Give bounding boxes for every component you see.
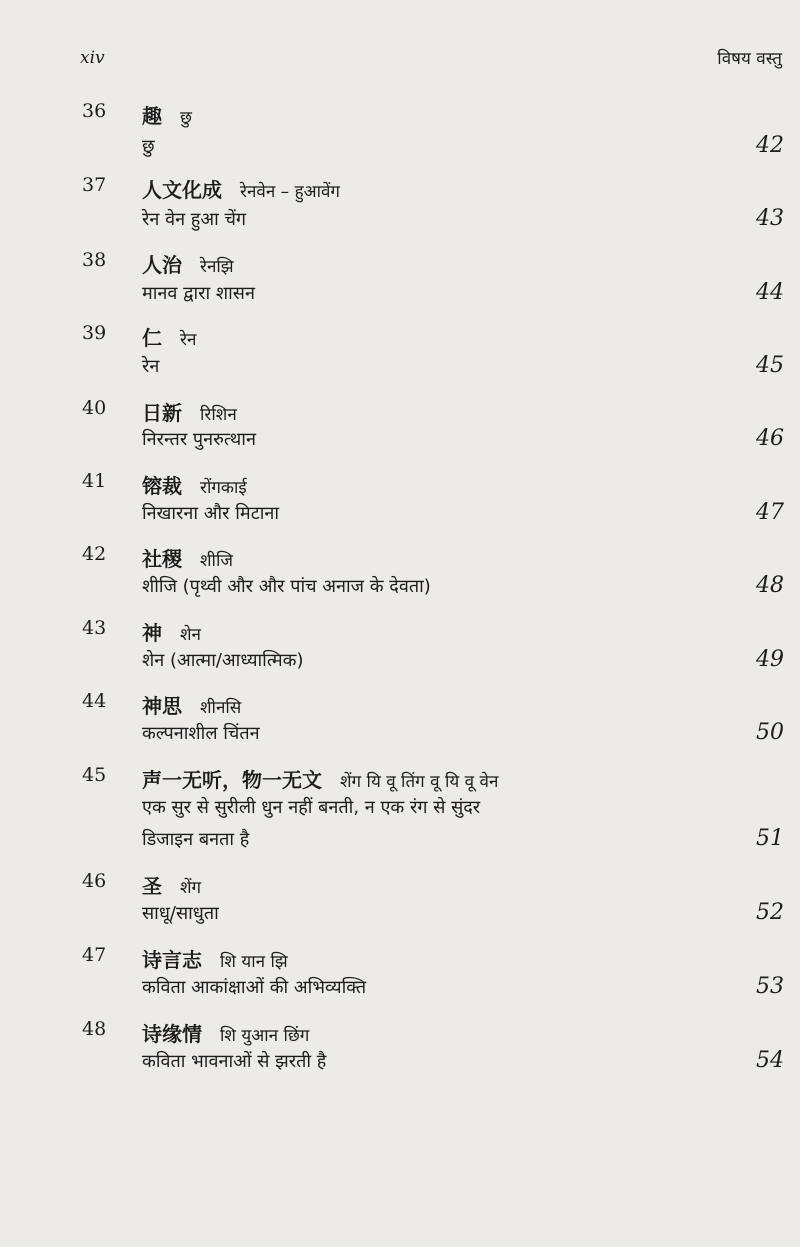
entry-meaning: एक सुर से सुरीली धुन नहीं बनती, न एक रंग से सुंदर <box>142 797 481 818</box>
entry-page-number: 53 <box>756 974 784 999</box>
entry-chinese-term: 镕裁 रोंगकाई <box>142 474 247 498</box>
entry-transliteration: शीजि <box>200 551 233 571</box>
entry-transliteration: शि यान झि <box>220 952 288 972</box>
entry-chinese-term: 诗缘情 शि युआन छिंग <box>142 1022 310 1046</box>
entry-number: 38 <box>82 249 107 271</box>
entry-page-number: 49 <box>756 647 784 672</box>
entry-chinese-term: 圣 शेंग <box>142 874 202 898</box>
entry-meaning: कल्पनाशील चिंतन <box>142 723 260 744</box>
entry-page-number: 48 <box>756 573 784 598</box>
entry-page-number: 47 <box>756 500 784 525</box>
entry-page-number: 43 <box>756 206 784 231</box>
entry-number: 36 <box>82 100 107 122</box>
entry-transliteration: रेनझि <box>200 257 234 277</box>
entry-page-number: 51 <box>756 826 784 851</box>
entry-number: 45 <box>82 764 107 786</box>
entry-meaning: रेन वेन हुआ चेंग <box>142 209 247 230</box>
entry-transliteration: रेनवेन – हुआवेंग <box>240 182 341 202</box>
entry-meaning: कविता आकांक्षाओं की अभिव्यक्ति <box>142 977 367 998</box>
entry-number: 41 <box>82 470 107 492</box>
entry-number: 48 <box>82 1018 107 1040</box>
entry-chinese-term: 人文化成 रेनवेन – हुआवेंग <box>142 178 341 202</box>
entry-transliteration: रिशिन <box>200 405 237 425</box>
entry-meaning: रेन <box>142 356 160 377</box>
entry-chinese-term: 诗言志 शि यान झि <box>142 948 288 972</box>
entry-number: 46 <box>82 870 107 892</box>
entry-number: 37 <box>82 174 107 196</box>
entry-page-number: 42 <box>756 133 784 158</box>
entry-number: 43 <box>82 617 107 639</box>
entry-meaning: छु <box>142 136 155 157</box>
entry-meaning: साधू/साधुता <box>142 903 219 924</box>
entry-transliteration: शेन <box>180 625 201 645</box>
entry-chinese-term: 声一无听，物一无文 शेंग यि वू तिंग वू यि वू वेन <box>142 768 499 792</box>
entry-page-number: 46 <box>756 426 784 451</box>
entry-number: 44 <box>82 690 107 712</box>
entry-page-number: 44 <box>756 280 784 305</box>
entry-transliteration: छु <box>180 108 192 128</box>
entry-chinese-term: 神思 शीनसि <box>142 694 242 718</box>
page-number-roman: xiv <box>80 48 105 68</box>
entry-transliteration: शेंग यि वू तिंग वू यि वू वेन <box>340 772 499 792</box>
entry-meaning: कविता भावनाओं से झरती है <box>142 1051 327 1072</box>
entry-chinese-term: 仁 रेन <box>142 326 197 350</box>
entry-chinese-term: 人治 रेनझि <box>142 253 234 277</box>
entry-page-number: 50 <box>756 720 784 745</box>
entry-chinese-term: 日新 रिशिन <box>142 401 237 425</box>
entry-page-number: 45 <box>756 353 784 378</box>
entry-transliteration: शेंग <box>180 878 202 898</box>
entry-page-number: 52 <box>756 900 784 925</box>
entry-transliteration: रोंगकाई <box>200 478 247 498</box>
entry-meaning: मानव द्वारा शासन <box>142 283 255 304</box>
entry-transliteration: रेन <box>180 330 197 350</box>
entry-meaning: निरन्तर पुनरुत्थान <box>142 429 256 450</box>
entry-number: 42 <box>82 543 107 565</box>
entry-number: 47 <box>82 944 107 966</box>
entry-page-number: 54 <box>756 1048 784 1073</box>
entry-meaning-continued: डिजाइन बनता है <box>142 829 250 850</box>
entry-number: 39 <box>82 322 107 344</box>
entry-chinese-term: 社稷 शीजि <box>142 547 233 571</box>
running-header-title: विषय वस्तु <box>717 49 782 69</box>
entry-chinese-term: 神 शेन <box>142 621 201 645</box>
entry-meaning: शीजि (पृथ्वी और और पांच अनाज के देवता) <box>142 576 431 597</box>
entry-transliteration: शीनसि <box>200 698 242 718</box>
entry-transliteration: शि युआन छिंग <box>220 1026 310 1046</box>
entry-number: 40 <box>82 397 107 419</box>
entry-meaning: निखारना और मिटाना <box>142 503 280 524</box>
entry-chinese-term: 趣 छु <box>142 104 192 128</box>
entry-meaning: शेन (आत्मा/आध्यात्मिक) <box>142 650 304 671</box>
